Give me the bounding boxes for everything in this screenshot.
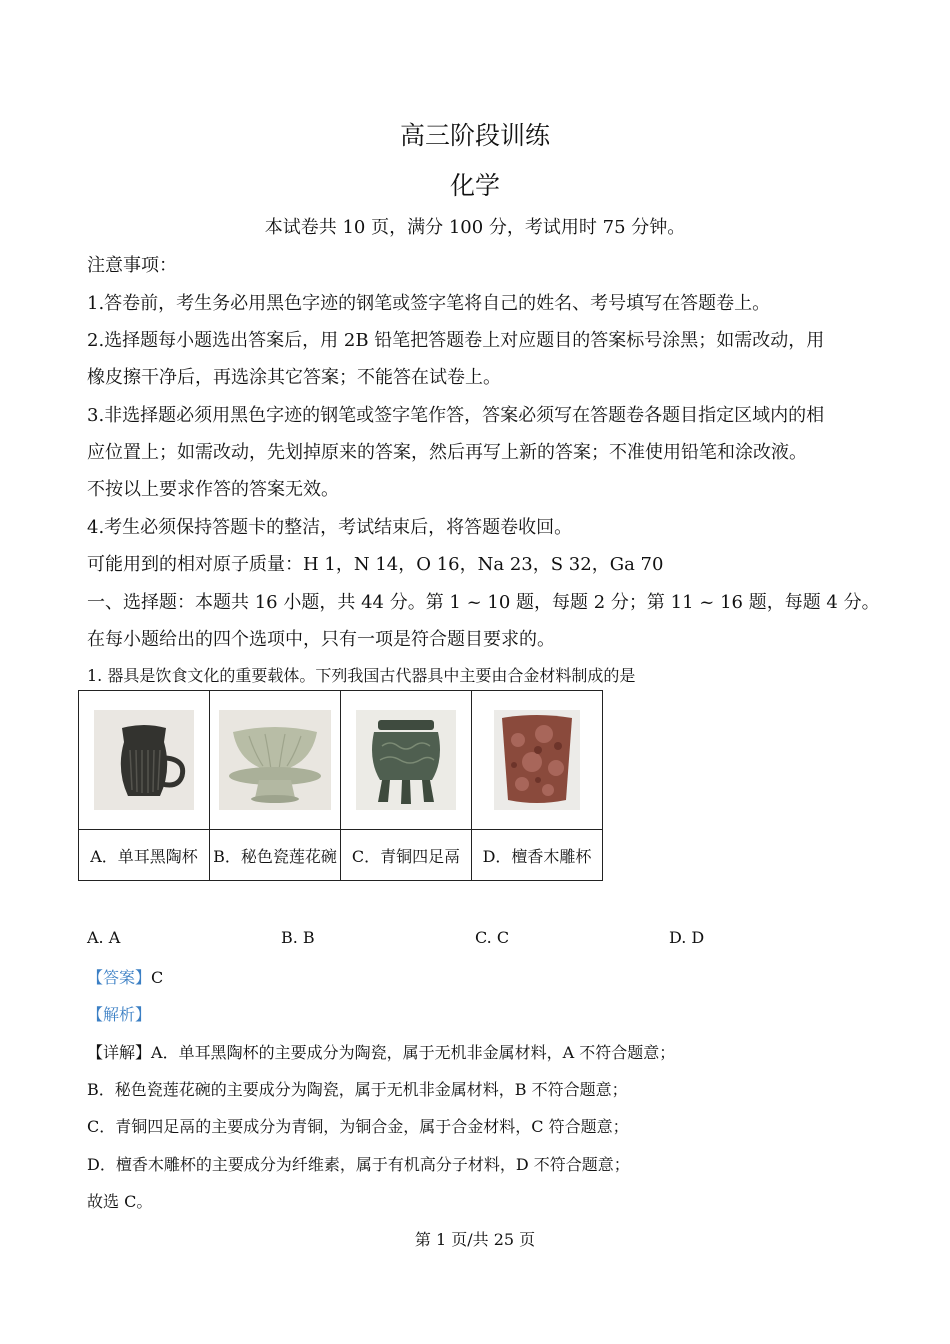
page-title: 高三阶段训练 (399, 121, 550, 150)
note-2-line-2: 橡皮擦干净后，再选涂其它答案；不能答在试卷上。 (87, 367, 501, 388)
option-c-label: C．青铜四足鬲 (341, 830, 472, 881)
option-c-image-cell (341, 691, 472, 830)
note-3-line-1: 3.非选择题必须用黑色字迹的钢笔或签字笔作答，答案必须写在答题卷各题目指定区域内的相 (87, 405, 825, 426)
detail-tag: 【详解】 (87, 1043, 152, 1062)
note-3-line-2: 应位置上；如需改动，先划掉原来的答案，然后再写上新的答案；不准使用铅笔和涂改液。 (87, 442, 807, 463)
note-2-line-1: 2.选择题每小题选出答案后，用 2B 铅笔把答题卷上对应题目的答案标号涂黑；如需改动，用 (87, 330, 825, 351)
choice-b: B. B (281, 928, 315, 947)
subject-title: 化学 (449, 171, 500, 200)
atomic-masses: 可能用到的相对原子质量：H 1，N 14，O 16，Na 23，S 32，Ga 70 (87, 554, 664, 575)
note-4: 4.考生必须保持答题卡的整洁，考试结束后，将答题卷收回。 (87, 517, 573, 538)
analysis-tag: 【解析】 (87, 1005, 152, 1024)
option-b-label: B．秘色瓷莲花碗 (210, 830, 341, 881)
exam-info: 本试卷共 10 页，满分 100 分，考试用时 75 分钟。 (264, 217, 686, 238)
page-footer: 第 1 页/共 25 页 (414, 1230, 536, 1249)
bronze-four-legged-vessel-image (356, 710, 456, 810)
celadon-lotus-bowl-image (219, 710, 331, 810)
options-table (78, 690, 603, 881)
choice-d: D. D (669, 928, 705, 947)
option-d-label: D．檀香木雕杯 (472, 830, 603, 881)
conclusion: 故选 C。 (87, 1192, 153, 1211)
detail-d: D．檀香木雕杯的主要成分为纤维素，属于有机高分子材料，D 不符合题意； (87, 1155, 630, 1174)
notes-heading: 注意事项： (87, 255, 177, 276)
detail-a-line (87, 1040, 675, 1063)
question-stem: 1. 器具是饮食文化的重要载体。下列我国古代器具中主要由合金材料制成的是 (87, 666, 636, 685)
note-3-line-3: 不按以上要求作答的答案无效。 (87, 479, 339, 500)
detail-a: A．单耳黑陶杯的主要成分为陶瓷，属于无机非金属材料，A 不符合题意； (151, 1043, 676, 1062)
option-a-label: A．单耳黑陶杯 (79, 830, 210, 881)
detail-b: B．秘色瓷莲花碗的主要成分为陶瓷，属于无机非金属材料，B 不符合题意； (87, 1080, 628, 1099)
option-b-image-cell (210, 691, 341, 830)
choice-a: A. A (87, 928, 121, 947)
section-instructions-line-1: 一、选择题：本题共 16 小题，共 44 分。第 1 ~ 10 题，每题 2 分；第 11 ~ 16 题，每题 4 分。 (87, 592, 880, 613)
option-a-image-cell (79, 691, 210, 830)
option-d-image-cell (472, 691, 603, 830)
sandalwood-carved-cup-image (494, 710, 580, 810)
answer-line (87, 965, 163, 988)
answer-value: C (151, 968, 164, 987)
detail-c: C．青铜四足鬲的主要成分为青铜，为铜合金，属于合金材料，C 符合题意； (87, 1117, 629, 1136)
note-1: 1.答卷前，考生务必用黑色字迹的钢笔或签字笔将自己的姓名、考号填写在答题卷上。 (87, 293, 771, 314)
choice-c: C. C (475, 928, 510, 947)
answer-tag: 【答案】 (87, 968, 152, 987)
black-pottery-cup-image (94, 710, 194, 810)
section-instructions-line-2: 在每小题给出的四个选项中，只有一项是符合题目要求的。 (87, 629, 555, 650)
